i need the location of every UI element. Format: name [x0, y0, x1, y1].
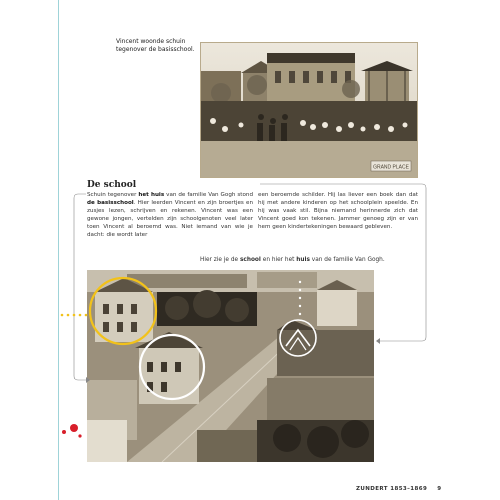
photo-sign-text: GRAND PLACE: [373, 164, 409, 171]
caption-line: Vincent woonde schuin: [116, 38, 186, 45]
footer-title: ZUNDERT 1853–1869: [356, 486, 428, 492]
caption-school: school: [239, 257, 261, 263]
arrow-right-icon: [376, 338, 380, 344]
highlight-house: het huis: [138, 192, 165, 198]
text-run: van de familie Van Gogh.: [309, 257, 385, 263]
text-column-1: [87, 191, 253, 240]
text-run: Schuin tegenover: [87, 192, 139, 198]
paragraph: [87, 191, 253, 240]
text-run: en hier het: [260, 257, 297, 263]
margin-rule: [58, 0, 59, 500]
section-heading: De school: [87, 180, 137, 190]
caption-line: tegenover de basisschool.: [116, 46, 195, 53]
aerial-photo-caption: [200, 257, 420, 263]
text-run: van de familie Van Gogh stond: [164, 192, 253, 198]
red-paint-dots: [62, 424, 82, 438]
page-footer: [356, 486, 441, 492]
paragraph: een beroemde schilder. Hij las liever een boek dan dat hij met andere kinderen op het schoolplein speelde. En hij was vaak stil. Bijna niemand herinnerde zich dat Vincent goed kon tekenen. Jammer genoeg zijn er van hem geen kindertekeningen bewaard gebleven.: [258, 192, 418, 231]
highlight-school: de basisschool: [87, 200, 134, 207]
yellow-dotted-leader: [61, 314, 88, 317]
aerial-town-image: [87, 270, 374, 462]
town-square-image: [201, 43, 417, 177]
text-run: Hier zie je de: [200, 257, 240, 263]
caption-house: huis: [296, 257, 310, 263]
page-number: 9: [437, 486, 442, 492]
top-photo-caption: [116, 38, 198, 54]
text-run: . Hier leerden Vincent en zijn broertjes en zusjes lezen, schrijven en rekenen. Vincent was een gewone jongen, vertelden zijn schoolgenoten veel later toen Vincent al beroemd was. Niet iemand van wie je dacht: die wordt later: [87, 200, 253, 239]
connector-line-left: [74, 194, 86, 380]
town-square-photo: [200, 42, 418, 178]
text-column-2: [258, 191, 418, 231]
aerial-town-photo: [87, 270, 374, 462]
